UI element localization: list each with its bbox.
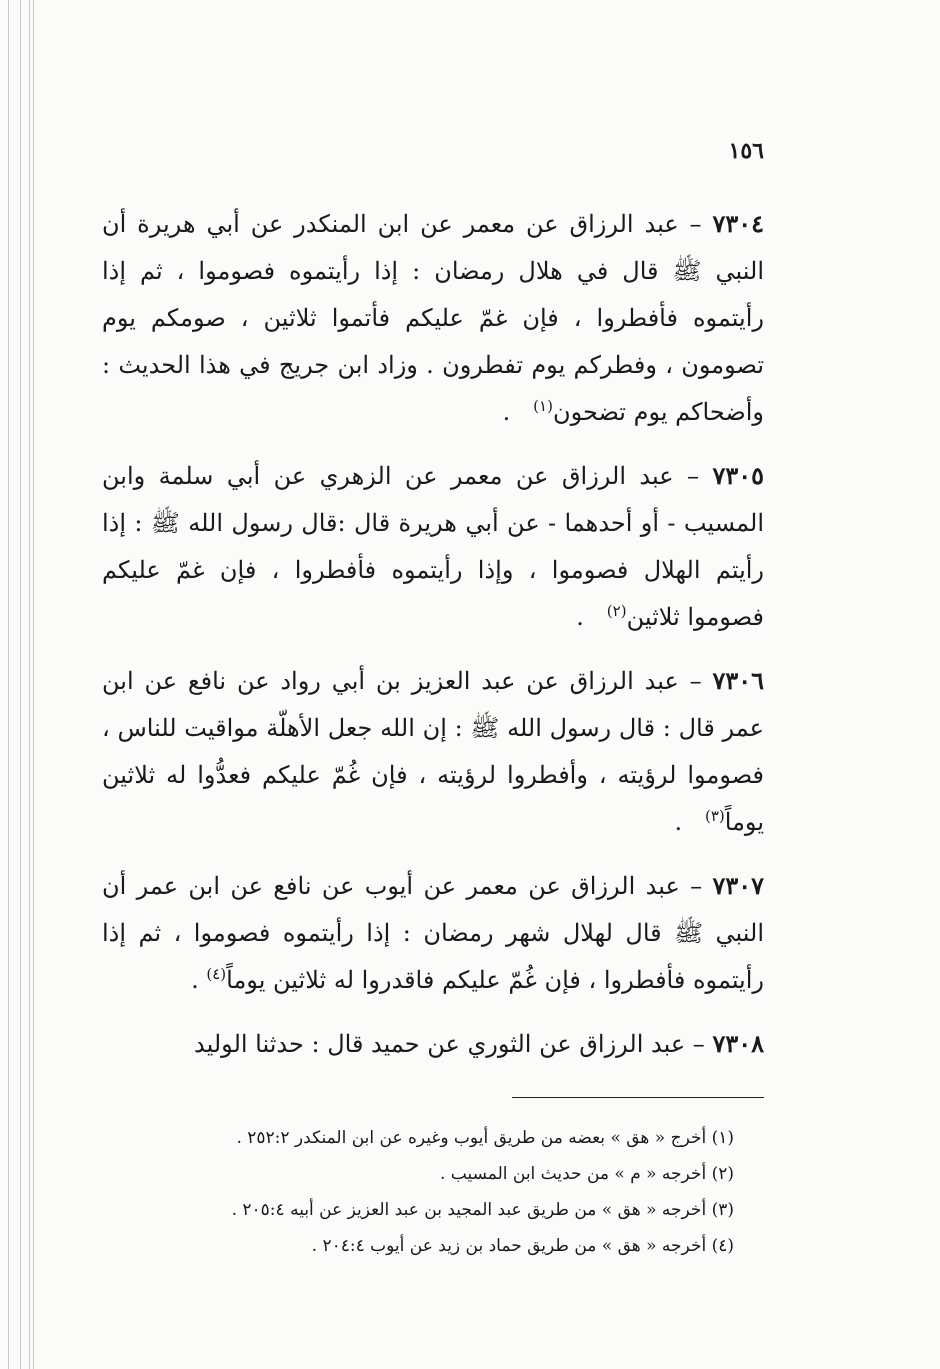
- footnote-3: (٣) أخرجه « هق » من طريق عبد المجيد بن عبد العزيز عن أبيه ٢٠٥:٤ .: [231, 1200, 734, 1220]
- sentence-end: .: [191, 966, 199, 994]
- sentence-end: .: [576, 603, 584, 631]
- hadith-number: ٧٣٠٦: [712, 666, 764, 695]
- hadith-text: عبد الرزاق عن عبد العزيز بن أبي رواد عن نافع عن ابن عمر قال : قال رسول الله ﷺ : إن الله جعل الأهلّة مواقيت للناس ، فصوموا لرؤيته ، وأفطروا لرؤيته ، فإن غُمّ عليكم فعدُّوا له ثلاثين يوماً: [102, 667, 764, 836]
- footnote-ref: (٤): [206, 965, 227, 983]
- hadith-text: عبد الرزاق عن معمر عن الزهري عن أبي سلمة وابن المسيب - أو أحدهما - عن أبي هريرة قال :قال رسول الله ﷺ : إذا رأيتم الهلال فصوموا ، وإذا رأيتموه فأفطروا ، فإن غمّ عليكم فصوموا ثلاثين: [102, 462, 764, 631]
- hadith-7308: ٧٣٠٨ – عبد الرزاق عن الثوري عن حميد قال : حدثنا الوليد: [194, 1029, 764, 1058]
- footnotes: [114, 1120, 734, 1264]
- binding-edge: [0, 0, 40, 1369]
- hadith-text: عبد الرزاق عن الثوري عن حميد قال : حدثنا الوليد: [194, 1030, 686, 1058]
- hadith-7304: ٧٣٠٤ – عبد الرزاق عن معمر عن ابن المنكدر عن أبي هريرة أن النبي ﷺ قال في هلال رمضان : إذا رأيتموه فصوموا ، ثم إذا رأيتموه فأفطروا ، فإن غمّ عليكم فأتموا ثلاثين ، صومكم يوم تصومون ، وفطركم يوم تفطرون . وزاد ابن جريج في هذا الحديث : وأضحاكم يوم تضحون$^{(١)}$ .: [102, 209, 764, 426]
- footnote-ref: (٣): [704, 807, 725, 825]
- footnote-ref: (٢): [606, 602, 627, 620]
- page-number: ١٥٦: [728, 138, 764, 164]
- footnote-divider: [512, 1097, 764, 1098]
- hadith-7306: ٧٣٠٦ – عبد الرزاق عن عبد العزيز بن أبي رواد عن نافع عن ابن عمر قال : قال رسول الله ﷺ : إن الله جعل الأهلّة مواقيت للناس ، فصوموا لرؤيته ، وأفطروا لرؤيته ، فإن غُمّ عليكم فعدُّوا له ثلاثين يوماً$^{(٣)}$ .: [102, 666, 764, 836]
- hadith-text: عبد الرزاق عن معمر عن ابن المنكدر عن أبي هريرة أن النبي ﷺ قال في هلال رمضان : إذا رأيتموه فصوموا ، ثم إذا رأيتموه فأفطروا ، فإن غمّ عليكم فأتموا ثلاثين ، صومكم يوم تصومون ، وفطركم يوم تفطرون . وزاد ابن جريج في هذا الحديث : وأضحاكم يوم تضحون: [102, 210, 764, 426]
- footnote-1: (١) أخرج « هق » بعضه من طريق أيوب وغيره عن ابن المنكدر ٢٥٢:٢ .: [236, 1128, 734, 1148]
- hadith-text: عبد الرزاق عن معمر عن أيوب عن نافع عن ابن عمر أن النبي ﷺ قال لهلال شهر رمضان : إذا رأيتموه فصوموا ، ثم إذا رأيتموه فأفطروا ، فإن غُمّ عليكم فاقدروا له ثلاثين يوماً: [102, 872, 764, 994]
- hadith-list: [102, 200, 764, 1084]
- footnote-ref: (١): [533, 397, 553, 415]
- footnote-2: (٢) أخرجه « م » من حديث ابن المسيب .: [439, 1164, 734, 1184]
- hadith-7307: ٧٣٠٧ – عبد الرزاق عن معمر عن أيوب عن نافع عن ابن عمر أن النبي ﷺ قال لهلال شهر رمضان : إذا رأيتموه فصوموا ، ثم إذا رأيتموه فأفطروا ، فإن غُمّ عليكم فاقدروا له ثلاثين يوماً$^{(٤)}$ .: [102, 871, 764, 994]
- sentence-end: .: [502, 398, 511, 426]
- sentence-end: .: [674, 808, 683, 836]
- hadith-number: ٧٣٠٤: [712, 209, 764, 238]
- hadith-number: ٧٣٠٨: [712, 1029, 764, 1058]
- hadith-7305: ٧٣٠٥ – عبد الرزاق عن معمر عن الزهري عن أبي سلمة وابن المسيب - أو أحدهما - عن أبي هريرة قال :قال رسول الله ﷺ : إذا رأيتم الهلال فصوموا ، وإذا رأيتموه فأفطروا ، فإن غمّ عليكم فصوموا ثلاثين$^{(٢)}$ .: [102, 461, 764, 631]
- hadith-number: ٧٣٠٥: [712, 461, 764, 490]
- footnote-4: (٤) أخرجه « هق » من طريق حماد بن زيد عن أيوب ٢٠٤:٤ .: [311, 1236, 734, 1256]
- hadith-number: ٧٣٠٧: [712, 871, 764, 900]
